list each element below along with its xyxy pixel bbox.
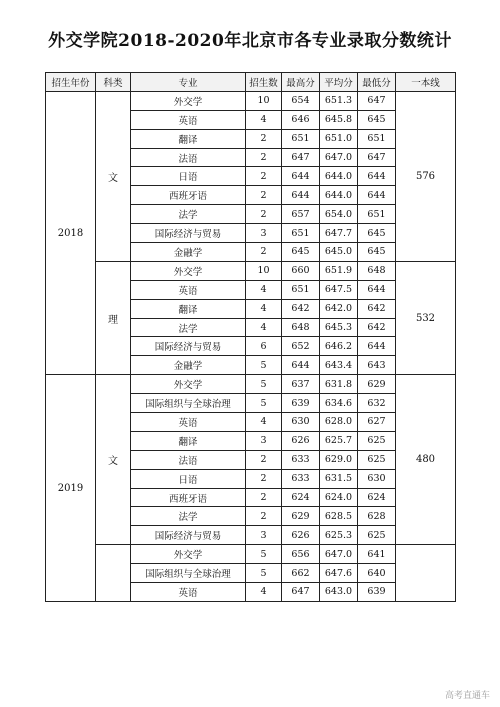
min-score-cell: 644: [358, 280, 396, 299]
table-row: [46, 375, 456, 394]
major-cell: 西班牙语: [131, 488, 246, 507]
max-score-cell: 644: [282, 167, 320, 186]
enrollment-cell: 2: [246, 148, 282, 167]
major-cell: 国际经济与贸易: [131, 224, 246, 243]
major-cell: 日语: [131, 167, 246, 186]
major-cell: 英语: [131, 583, 246, 602]
avg-score-cell: 645.8: [320, 110, 358, 129]
avg-score-cell: 634.6: [320, 394, 358, 413]
min-score-cell: 644: [358, 167, 396, 186]
table-row: [46, 261, 456, 280]
avg-score-cell: 644.0: [320, 186, 358, 205]
enrollment-cell: 2: [246, 450, 282, 469]
header-category: 科类: [96, 73, 131, 92]
max-score-cell: 651: [282, 224, 320, 243]
max-score-cell: 656: [282, 545, 320, 564]
enrollment-cell: 4: [246, 413, 282, 432]
max-score-cell: 626: [282, 526, 320, 545]
min-score-cell: 645: [358, 243, 396, 262]
max-score-cell: 660: [282, 261, 320, 280]
enrollment-cell: 4: [246, 299, 282, 318]
major-cell: 法学: [131, 507, 246, 526]
max-score-cell: 642: [282, 299, 320, 318]
min-score-cell: 651: [358, 205, 396, 224]
enrollment-cell: 3: [246, 526, 282, 545]
major-cell: 英语: [131, 110, 246, 129]
max-score-cell: 626: [282, 431, 320, 450]
avg-score-cell: 645.3: [320, 318, 358, 337]
max-score-cell: 648: [282, 318, 320, 337]
major-cell: 法学: [131, 318, 246, 337]
tier-line-cell: 576: [396, 91, 456, 261]
max-score-cell: 651: [282, 280, 320, 299]
max-score-cell: 652: [282, 337, 320, 356]
enrollment-cell: 4: [246, 318, 282, 337]
enrollment-cell: 5: [246, 375, 282, 394]
major-cell: 翻译: [131, 129, 246, 148]
major-cell: 翻译: [131, 431, 246, 450]
enrollment-cell: 10: [246, 91, 282, 110]
enrollment-cell: 6: [246, 337, 282, 356]
table-body: [46, 91, 456, 601]
enrollment-cell: 5: [246, 394, 282, 413]
min-score-cell: 624: [358, 488, 396, 507]
header-major: 专业: [131, 73, 246, 92]
avg-score-cell: 644.0: [320, 167, 358, 186]
avg-score-cell: 651.3: [320, 91, 358, 110]
major-cell: 日语: [131, 469, 246, 488]
avg-score-cell: 654.0: [320, 205, 358, 224]
min-score-cell: 644: [358, 186, 396, 205]
avg-score-cell: 628.5: [320, 507, 358, 526]
avg-score-cell: 628.0: [320, 413, 358, 432]
major-cell: 西班牙语: [131, 186, 246, 205]
max-score-cell: 624: [282, 488, 320, 507]
max-score-cell: 651: [282, 129, 320, 148]
min-score-cell: 625: [358, 450, 396, 469]
major-cell: 外交学: [131, 375, 246, 394]
category-cell: 文: [96, 91, 131, 261]
avg-score-cell: 642.0: [320, 299, 358, 318]
tier-line-cell: 480: [396, 375, 456, 545]
min-score-cell: 648: [358, 261, 396, 280]
min-score-cell: 644: [358, 337, 396, 356]
enrollment-cell: 4: [246, 280, 282, 299]
major-cell: 外交学: [131, 545, 246, 564]
enrollment-cell: 2: [246, 186, 282, 205]
major-cell: 翻译: [131, 299, 246, 318]
category-cell: 文: [96, 375, 131, 545]
major-cell: 外交学: [131, 261, 246, 280]
enrollment-cell: 10: [246, 261, 282, 280]
major-cell: 国际经济与贸易: [131, 337, 246, 356]
min-score-cell: 630: [358, 469, 396, 488]
enrollment-cell: 2: [246, 507, 282, 526]
max-score-cell: 644: [282, 356, 320, 375]
enrollment-cell: 2: [246, 129, 282, 148]
table-row: [46, 545, 456, 564]
enrollment-cell: 3: [246, 224, 282, 243]
avg-score-cell: 631.5: [320, 469, 358, 488]
max-score-cell: 654: [282, 91, 320, 110]
avg-score-cell: 625.7: [320, 431, 358, 450]
major-cell: 国际组织与全球治理: [131, 564, 246, 583]
avg-score-cell: 645.0: [320, 243, 358, 262]
category-cell: 理: [96, 261, 131, 374]
avg-score-cell: 651.0: [320, 129, 358, 148]
max-score-cell: 637: [282, 375, 320, 394]
max-score-cell: 662: [282, 564, 320, 583]
enrollment-cell: 2: [246, 488, 282, 507]
enrollment-cell: 4: [246, 583, 282, 602]
avg-score-cell: 643.0: [320, 583, 358, 602]
enrollment-cell: 2: [246, 469, 282, 488]
year-cell: 2018: [46, 91, 96, 374]
major-cell: 英语: [131, 280, 246, 299]
avg-score-cell: 647.7: [320, 224, 358, 243]
admission-scores-table: [45, 72, 456, 602]
max-score-cell: 633: [282, 469, 320, 488]
header-avg-score: 平均分: [320, 73, 358, 92]
header-year: 招生年份: [46, 73, 96, 92]
page-title: 外交学院2018-2020年北京市各专业录取分数统计: [48, 31, 452, 51]
min-score-cell: 640: [358, 564, 396, 583]
min-score-cell: 639: [358, 583, 396, 602]
enrollment-cell: 2: [246, 243, 282, 262]
enrollment-cell: 5: [246, 564, 282, 583]
header-row: [46, 73, 456, 92]
avg-score-cell: 625.3: [320, 526, 358, 545]
min-score-cell: 647: [358, 148, 396, 167]
max-score-cell: 645: [282, 243, 320, 262]
avg-score-cell: 647.5: [320, 280, 358, 299]
min-score-cell: 643: [358, 356, 396, 375]
min-score-cell: 641: [358, 545, 396, 564]
max-score-cell: 646: [282, 110, 320, 129]
avg-score-cell: 647.0: [320, 545, 358, 564]
avg-score-cell: 643.4: [320, 356, 358, 375]
max-score-cell: 644: [282, 186, 320, 205]
enrollment-cell: 5: [246, 356, 282, 375]
major-cell: 国际经济与贸易: [131, 526, 246, 545]
max-score-cell: 629: [282, 507, 320, 526]
table-row: [46, 91, 456, 110]
tier-line-cell: 532: [396, 261, 456, 374]
avg-score-cell: 651.9: [320, 261, 358, 280]
max-score-cell: 647: [282, 583, 320, 602]
major-cell: 法语: [131, 450, 246, 469]
max-score-cell: 630: [282, 413, 320, 432]
enrollment-cell: 2: [246, 205, 282, 224]
avg-score-cell: 631.8: [320, 375, 358, 394]
min-score-cell: 627: [358, 413, 396, 432]
min-score-cell: 625: [358, 526, 396, 545]
major-cell: 法学: [131, 205, 246, 224]
min-score-cell: 651: [358, 129, 396, 148]
min-score-cell: 645: [358, 224, 396, 243]
major-cell: 英语: [131, 413, 246, 432]
header-max-score: 最高分: [282, 73, 320, 92]
major-cell: 金融学: [131, 243, 246, 262]
avg-score-cell: 647.6: [320, 564, 358, 583]
header-enrollment: 招生数: [246, 73, 282, 92]
min-score-cell: 642: [358, 318, 396, 337]
min-score-cell: 628: [358, 507, 396, 526]
watermark: 高考直通车: [444, 691, 490, 701]
min-score-cell: 642: [358, 299, 396, 318]
max-score-cell: 639: [282, 394, 320, 413]
min-score-cell: 645: [358, 110, 396, 129]
min-score-cell: 625: [358, 431, 396, 450]
enrollment-cell: 3: [246, 431, 282, 450]
enrollment-cell: 5: [246, 545, 282, 564]
enrollment-cell: 2: [246, 167, 282, 186]
tier-line-cell: [396, 545, 456, 602]
max-score-cell: 657: [282, 205, 320, 224]
avg-score-cell: 647.0: [320, 148, 358, 167]
header-tier-line: 一本线: [396, 73, 456, 92]
avg-score-cell: 646.2: [320, 337, 358, 356]
major-cell: 金融学: [131, 356, 246, 375]
major-cell: 国际组织与全球治理: [131, 394, 246, 413]
header-min-score: 最低分: [358, 73, 396, 92]
max-score-cell: 633: [282, 450, 320, 469]
avg-score-cell: 629.0: [320, 450, 358, 469]
min-score-cell: 629: [358, 375, 396, 394]
year-cell: 2019: [46, 375, 96, 602]
min-score-cell: 647: [358, 91, 396, 110]
major-cell: 法语: [131, 148, 246, 167]
major-cell: 外交学: [131, 91, 246, 110]
max-score-cell: 647: [282, 148, 320, 167]
enrollment-cell: 4: [246, 110, 282, 129]
category-cell: [96, 545, 131, 602]
min-score-cell: 632: [358, 394, 396, 413]
avg-score-cell: 624.0: [320, 488, 358, 507]
